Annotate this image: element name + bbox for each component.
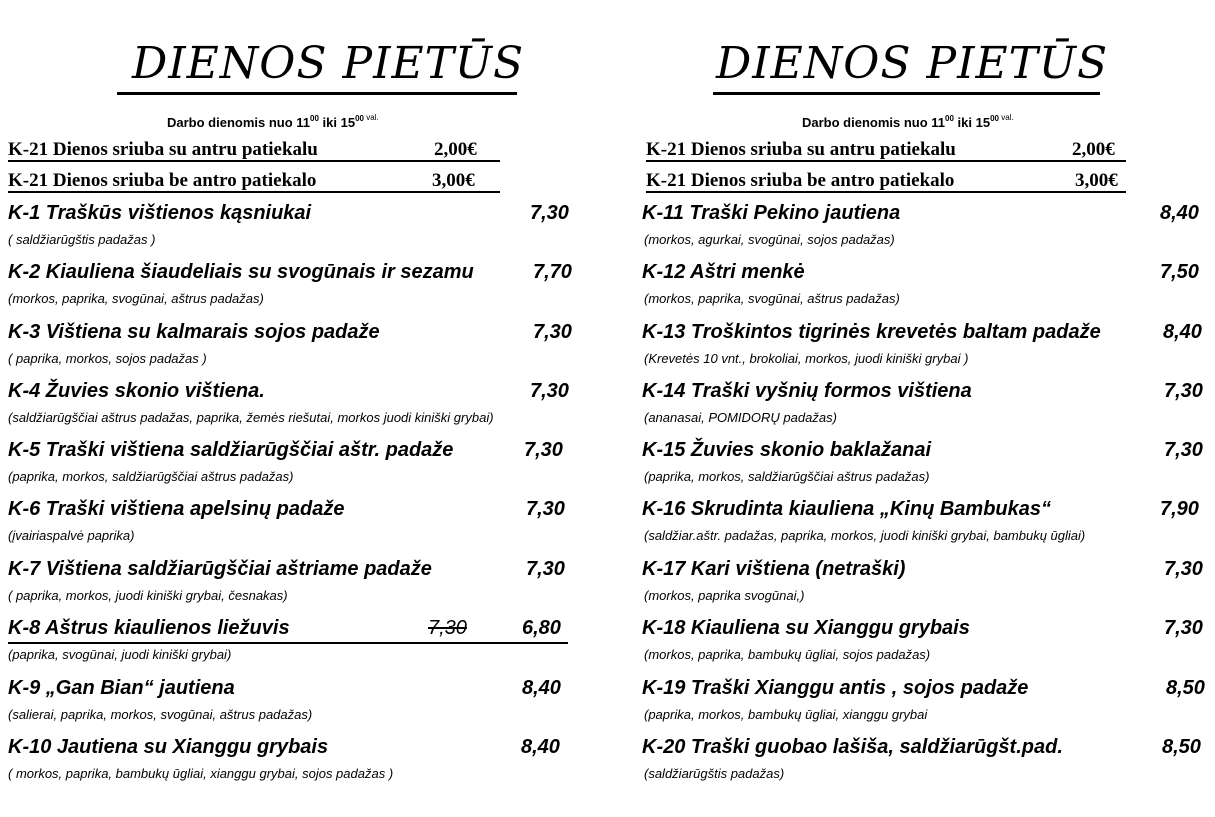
dish-name: K-15 Žuvies skonio baklažanai — [642, 439, 931, 461]
menu-left-column — [0, 0, 600, 817]
dish-ingredients: (saldžiarūgštis padažas) — [644, 766, 785, 781]
dish-k4 — [0, 379, 600, 437]
menu-right-column — [630, 0, 1215, 817]
dish-k6 — [0, 497, 600, 555]
dish-ingredients: (morkos, agurkai, svogūnai, sojos padažas) — [644, 232, 895, 247]
dish-price: 7,30 — [1164, 558, 1203, 580]
dish-price: 7,50 — [1160, 261, 1199, 283]
dish-price: 7,30 — [530, 202, 569, 224]
hours-text: Darbo dienomis nuo 11 — [167, 115, 311, 130]
special-soup-without-main — [8, 171, 500, 193]
dish-name: K-20 Traški guobao lašiša, saldžiarūgšt.pad. — [642, 736, 1063, 758]
dish-k12 — [630, 260, 1215, 318]
dish-underline — [8, 642, 568, 644]
dish-name: K-10 Jautiena su Xianggu grybais — [8, 736, 329, 758]
dish-name: K-3 Vištiena su kalmarais sojos padaže — [8, 321, 380, 343]
dish-price: 8,40 — [1160, 202, 1199, 224]
dish-price: 8,40 — [521, 736, 560, 758]
opening-hours — [167, 114, 379, 129]
dish-k13 — [630, 320, 1215, 378]
special-name: K-21 Dienos sriuba su antru patiekalu — [8, 139, 318, 160]
dish-price: 7,30 — [533, 321, 572, 343]
dish-ingredients: (ananasai, POMIDORŲ padažas) — [644, 410, 837, 425]
menu-title: DIENOS PIETŪS — [132, 38, 525, 89]
dish-name: K-9 „Gan Bian“ jautiena — [8, 677, 235, 699]
dish-ingredients: ( paprika, morkos, sojos padažas ) — [8, 351, 207, 366]
dish-ingredients: (saldžiarūgščiai aštrus padažas, paprika, žemės riešutai, morkos juodi kiniški grybai) — [8, 410, 494, 425]
dish-ingredients: (Krevetės 10 vnt., brokoliai, morkos, juodi kiniški grybai ) — [644, 351, 969, 366]
dish-k2 — [0, 260, 600, 318]
dish-ingredients: (paprika, morkos, saldžiarūgščiai aštrus padažas) — [8, 469, 294, 484]
dish-price: 7,90 — [1160, 498, 1199, 520]
opening-hours — [802, 114, 1014, 129]
dish-name: K-18 Kiauliena su Xianggu grybais — [642, 617, 970, 639]
dish-ingredients: ( paprika, morkos, juodi kiniški grybai, česnakas) — [8, 588, 288, 603]
dish-ingredients: (paprika, svogūnai, juodi kiniški grybai) — [8, 647, 232, 662]
dish-name: K-16 Skrudinta kiauliena „Kinų Bambukas“ — [642, 498, 1051, 520]
dish-price: 7,70 — [533, 261, 572, 283]
hours-to-minutes: 00 — [355, 114, 364, 123]
dish-ingredients: (saldžiar.aštr. padažas, paprika, morkos, juodi kiniški grybai, bambukų ūgliai) — [644, 528, 1086, 543]
dish-price: 7,30 — [1164, 617, 1203, 639]
dish-name: K-6 Traški vištiena apelsinų padaže — [8, 498, 345, 520]
dish-name: K-19 Traški Xianggu antis , sojos padaže — [642, 677, 1029, 699]
menu-title: DIENOS PIETŪS — [716, 38, 1109, 89]
special-price: 3,00€ — [432, 170, 475, 191]
dish-k16 — [630, 497, 1215, 555]
hours-unit: val. — [363, 113, 379, 122]
dish-name: K-1 Traškūs vištienos kąsniukai — [8, 202, 312, 224]
hours-from-minutes: 00 — [945, 114, 954, 123]
special-name: K-21 Dienos sriuba su antru patiekalu — [646, 139, 956, 160]
dish-ingredients: (paprika, morkos, saldžiarūgščiai aštrus padažas) — [644, 469, 930, 484]
dish-k1 — [0, 201, 600, 259]
dish-name: K-4 Žuvies skonio vištiena. — [8, 380, 265, 402]
hours-middle: iki 15 — [318, 115, 356, 130]
dish-ingredients: (įvairiaspalvė paprika) — [8, 528, 135, 543]
dish-price: 8,40 — [522, 677, 561, 699]
dish-k14 — [630, 379, 1215, 437]
dish-ingredients: (salierai, paprika, morkos, svogūnai, aštrus padažas) — [8, 707, 313, 722]
hours-to-minutes: 00 — [990, 114, 999, 123]
dish-name: K-14 Traški vyšnių formos vištiena — [642, 380, 972, 402]
dish-k17 — [630, 557, 1215, 615]
special-price: 2,00€ — [434, 139, 477, 160]
dish-k3 — [0, 320, 600, 378]
dish-name: K-17 Kari vištiena (netraški) — [642, 558, 906, 580]
dish-name: K-7 Vištiena saldžiarūgščiai aštriame padaže — [8, 558, 432, 580]
dish-price: 8,50 — [1166, 677, 1205, 699]
dish-name: K-12 Aštri menkė — [642, 261, 805, 283]
dish-price: 8,40 — [1163, 321, 1202, 343]
dish-price: 7,30 — [526, 558, 565, 580]
dish-ingredients: ( saldžiarūgštis padažas ) — [8, 232, 156, 247]
dish-k19 — [630, 676, 1215, 734]
hours-from-minutes: 00 — [310, 114, 319, 123]
hours-text: Darbo dienomis nuo 11 — [802, 115, 946, 130]
special-name: K-21 Dienos sriuba be antro patiekalo — [646, 170, 955, 191]
dish-ingredients: (morkos, paprika, bambukų ūgliai, sojos padažas) — [644, 647, 931, 662]
hours-middle: iki 15 — [953, 115, 991, 130]
dish-k10 — [0, 735, 600, 793]
title-underline — [117, 92, 517, 95]
hours-unit: val. — [998, 113, 1014, 122]
special-soup-with-main — [8, 140, 500, 162]
dish-k5 — [0, 438, 600, 496]
dish-k7 — [0, 557, 600, 615]
dish-ingredients: ( morkos, paprika, bambukų ūgliai, xianggu grybai, sojos padažas ) — [8, 766, 394, 781]
dish-ingredients: (paprika, morkos, bambukų ūgliai, xianggu grybai — [644, 707, 928, 722]
dish-price: 6,80 — [522, 617, 561, 639]
dish-name: K-13 Troškintos tigrinės krevetės baltam padaže — [642, 321, 1101, 343]
dish-ingredients: (morkos, paprika, svogūnai, aštrus padažas) — [644, 291, 900, 306]
dish-price: 7,30 — [526, 498, 565, 520]
special-price: 2,00€ — [1072, 139, 1115, 160]
dish-k20 — [630, 735, 1215, 793]
dish-ingredients: (morkos, paprika, svogūnai, aštrus padažas) — [8, 291, 264, 306]
dish-name: K-11 Traški Pekino jautiena — [642, 202, 901, 224]
dish-price: 7,30 — [524, 439, 563, 461]
dish-name: K-2 Kiauliena šiaudeliais su svogūnais ir sezamu — [8, 261, 474, 283]
dish-old-price: 7,30 — [428, 617, 467, 639]
dish-name: K-8 Aštrus kiaulienos liežuvis — [8, 617, 290, 639]
dish-k18 — [630, 616, 1215, 674]
special-soup-without-main — [646, 171, 1126, 193]
dish-ingredients: (morkos, paprika svogūnai,) — [644, 588, 805, 603]
dish-price: 8,50 — [1162, 736, 1201, 758]
dish-k15 — [630, 438, 1215, 496]
dish-price: 7,30 — [1164, 439, 1203, 461]
dish-price: 7,30 — [1164, 380, 1203, 402]
dish-k11 — [630, 201, 1215, 259]
dish-k8 — [0, 616, 600, 674]
dish-name: K-5 Traški vištiena saldžiarūgščiai aštr. padaže — [8, 439, 454, 461]
title-underline — [713, 92, 1100, 95]
special-name: K-21 Dienos sriuba be antro patiekalo — [8, 170, 317, 191]
dish-k9 — [0, 676, 600, 734]
special-soup-with-main — [646, 140, 1126, 162]
dish-price: 7,30 — [530, 380, 569, 402]
special-price: 3,00€ — [1075, 170, 1118, 191]
